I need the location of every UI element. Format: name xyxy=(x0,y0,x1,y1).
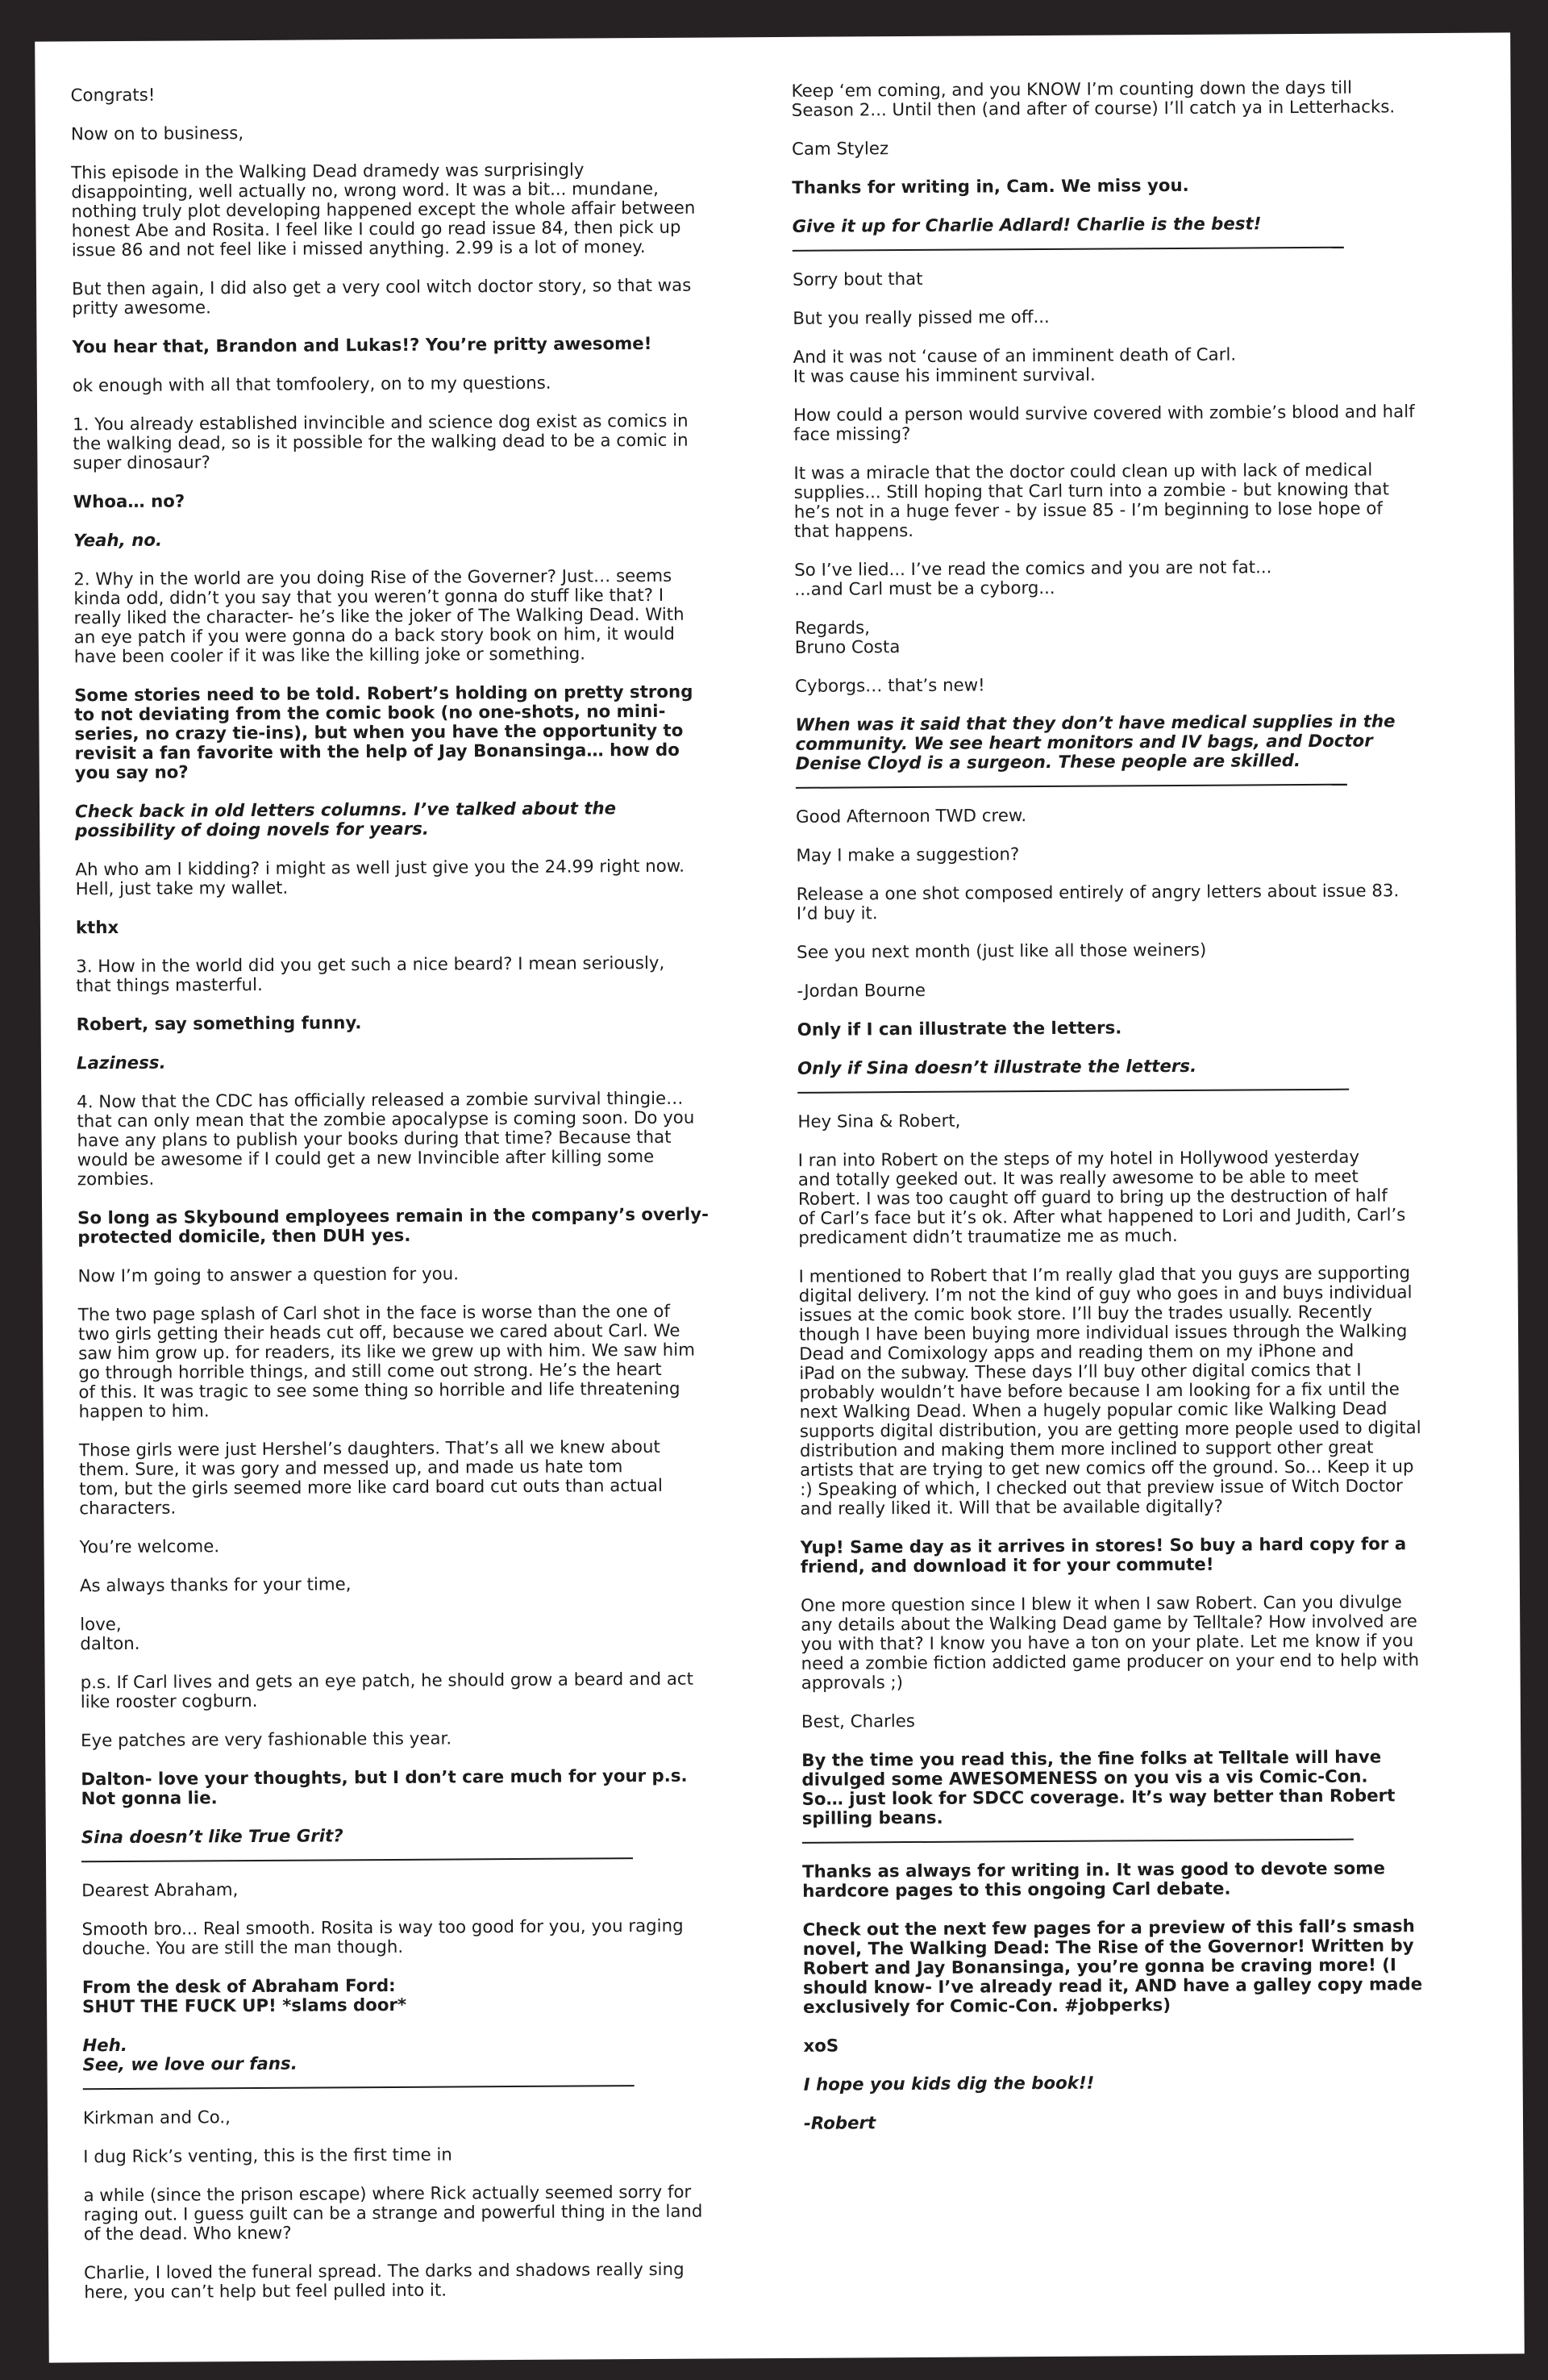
letter-paragraph: As always thanks for your time, xyxy=(79,1574,352,1597)
editor-response: Robert, say something funny. xyxy=(76,1013,362,1036)
editor-response: xoS xyxy=(803,2036,839,2057)
letter-paragraph: I mentioned to Robert that I’m really glad that you guys are supporting digital delivery. I’m not the kind of guy who goes in and buys individual issues at the comic book store. I’ll buy the trades usually. Recently though I have been buying more individual issues through the Walking Dead and Comixology apps and reading them on my iPhone and iPad on the subway. These days I’ll buy other digital comics that I probably wouldn’t have before because I am looking for a fix until the next Walking Dead. When a hugely popular comic like Walking Dead supports digital distribution, you are getting more people used to digital distribution and making them more inclined to support other great artists that are trying to get new comics off the ground. So... Keep it up :) Speaking of which, I checked out that preview issue of Witch Doctor and really liked it. Will that be available digitally? xyxy=(798,1263,1421,1519)
letter-paragraph: So I’ve lied... I’ve read the comics and you are not fat... ...and Carl must be a cyborg... xyxy=(794,557,1272,600)
editor-response-italic: Give it up for Charlie Adlard! Charlie is the best! xyxy=(792,214,1262,237)
section-divider xyxy=(83,2085,635,2090)
editor-response: kthx xyxy=(75,918,119,939)
letter-paragraph: Those girls were just Hershel’s daughters. That’s all we knew about them. Sure, it was gory and messed up, and made us hate tom tom, but the girls seemed more like card board cut outs than actual characters. xyxy=(78,1436,663,1519)
editor-response: Thanks as always for writing in. It was good to devote some hardcore pages to this ongoing Carl debate. xyxy=(802,1858,1385,1902)
letter-paragraph: Dearest Abraham, xyxy=(81,1880,239,1902)
letter-paragraph: 3. How in the world did you get such a nice beard? I mean seriously, that things masterful. xyxy=(76,952,665,997)
letter-paragraph: And it was not ‘cause of an imminent death of Carl. It was cause his imminent survival. xyxy=(793,344,1237,387)
editor-response-italic: Laziness. xyxy=(76,1052,166,1074)
editor-response: From the desk of Abraham Ford: SHUT THE FUCK UP! *slams door* xyxy=(81,1975,407,2018)
editor-response-italic: Yeah, no. xyxy=(73,530,163,552)
editor-response: Thanks for writing in, Cam. We miss you. xyxy=(792,175,1189,198)
letter-paragraph: But you really pissed me off... xyxy=(793,306,1050,329)
letter-paragraph: ok enough with all that tomfoolery, on to my questions. xyxy=(72,373,551,397)
section-divider xyxy=(796,784,1347,789)
letter-paragraph: Kirkman and Co., xyxy=(82,2107,231,2129)
letter-paragraph: Cyborgs… that’s new! xyxy=(795,675,985,697)
section-divider xyxy=(802,1839,1354,1844)
editor-response: Whoa… no? xyxy=(73,491,185,513)
editor-response: By the time you read this, the fine folks at Telltale will have divulged some AWESOMENESS on you vis a vis Comic-Con. So… just look for SDCC coverage. It’s way better than Robert spilling beans. xyxy=(801,1747,1396,1829)
editor-response-italic: Sina doesn’t like True Grit? xyxy=(81,1826,343,1849)
letter-paragraph: Release a one shot composed entirely of angry letters about issue 83. I’d buy it. xyxy=(796,881,1400,924)
letter-paragraph: Smooth bro... Real smooth. Rosita is way too good for you, you raging douche. You are still the man though. xyxy=(81,1915,684,1960)
editor-response: You hear that, Brandon and Lukas!? You’re pritty awesome! xyxy=(72,333,652,358)
letter-paragraph: Now on to business, xyxy=(70,123,244,145)
letter-paragraph: Ah who am I kidding? i might as well just give you the 24.99 right now. Hell, just take my wallet. xyxy=(75,856,685,900)
letter-paragraph: The two page splash of Carl shot in the face is worse than the one of two girls getting their heads cut off, because we cared about Carl. We saw him grow up. for readers, its like we grew up with him. We saw him go through horrible things, and still come out strong. He’s the heart of this. It was tragic to see some thing so horrible and life threatening happen to him. xyxy=(77,1301,695,1423)
letter-paragraph: But then again, I did also get a very cool witch doctor story, so that was pritty awesome. xyxy=(72,275,692,319)
letter-paragraph: Sorry bout that xyxy=(792,269,923,290)
letter-paragraph: It was a miracle that the doctor could clean up with lack of medical supplies... Still hoping that Carl turn into a zombie - but knowing that he’s not in a huge fever - by issue 85 - I’m beginning to lose hope of that happens. xyxy=(793,460,1389,542)
letter-paragraph: Now I’m going to answer a question for you. xyxy=(77,1264,460,1287)
letter-paragraph: 4. Now that the CDC has officially released a zombie survival thingie… that can only mean that the zombie apocalypse is coming soon. Do you have any plans to publish your books during that time? Because that would be awesome if I could get a new Invincible after killing some zombies. xyxy=(77,1088,695,1190)
letter-paragraph: I ran into Robert on the steps of my hotel in Hollywood yesterday and totally geeked out. It was really awesome to be able to meet Robert. I was too caught off guard to bring up the destruction of half of Carl’s face but it’s ok. After what happened to Lori and Judith, Carl’s predicament didn’t traumatize me as much. xyxy=(797,1147,1406,1248)
letter-paragraph: Keep ‘em coming, and you KNOW I’m counting down the days till Season 2... Until then (and after of course) I’ll catch ya in Letterhacks. xyxy=(791,77,1396,121)
letter-paragraph: This episode in the Walking Dead dramedy was surprisingly disappointing, well actually no, wrong word. It was a bit... mundane, nothing truly plot developing happened except the whole affair between honest Abe and Rosita. I feel like I could go read issue 84, then pick up issue 86 and not feel like i missed anything. 2.99 is a lot of money. xyxy=(71,160,696,261)
section-divider xyxy=(81,1857,633,1862)
letter-paragraph: You’re welcome. xyxy=(79,1536,220,1558)
letters-page xyxy=(35,32,1525,2362)
letter-paragraph: Best, Charles xyxy=(801,1711,916,1732)
editor-response-italic: I hope you kids dig the book!! xyxy=(803,2073,1095,2095)
editor-response: So long as Skybound employees remain in the company’s overly- protected domicile, then DUH yes. xyxy=(77,1204,709,1248)
editor-response: Check out the next few pages for a preview of this fall’s smash novel, The Walking Dead: The Rise of the Governor! Written by Robert and Jay Bonansinga, you’re gonna be craving more! (I should know- I’ve already read it, AND have a galley copy made exclusively for Comic-Con. #jobperks) xyxy=(802,1916,1423,2018)
letter-paragraph: love, dalton. xyxy=(80,1614,140,1655)
editor-response-italic: -Robert xyxy=(803,2113,876,2134)
letter-paragraph: I dug Rick’s venting, this is the first time in xyxy=(83,2145,452,2168)
letter-paragraph: How could a person would survive covered with zombie’s blood and half face missing? xyxy=(793,402,1415,445)
editor-response-italic: Heh. See, we love our fans. xyxy=(82,2035,298,2076)
letter-paragraph: -Jordan Bourne xyxy=(797,980,926,1002)
letter-paragraph: Hey Sina & Robert, xyxy=(797,1111,961,1132)
editor-response-italic: When was it said that they don’t have medical supplies in the community. We see heart monitors and IV bags, and Doctor Denise Cloyd is a surgeon. These people are skilled. xyxy=(795,711,1396,774)
left-column xyxy=(71,82,770,2322)
editor-response: Yup! Same day as it arrives in stores! So buy a hard copy for a friend, and download it for your commute! xyxy=(800,1534,1407,1578)
letter-paragraph: One more question since I blew it when I saw Robert. Can you divulge any details about the Walking Dead game by Telltale? How involved are you with that? I know you have a ton on your plate. Let me know if you need a zombie fiction addicted game producer on your end to help with approvals ;) xyxy=(801,1592,1420,1694)
letter-paragraph: a while (since the prison escape) where Rick actually seemed sorry for raging out. I guess guilt can be a strange and powerful thing in the land of the dead. Who knew? xyxy=(83,2182,703,2245)
letter-paragraph: May I make a suggestion? xyxy=(796,844,1020,866)
letter-paragraph: 1. You already established invincible and science dog exist as comics in the walking dead, so is it possible for the walking dead to be a comic in super dinosaur? xyxy=(73,411,689,474)
letter-paragraph: Regards, Bruno Costa xyxy=(794,618,901,658)
section-divider xyxy=(797,1089,1349,1094)
right-column xyxy=(792,78,1490,2153)
letter-paragraph: Congrats! xyxy=(70,85,156,106)
letter-paragraph: p.s. If Carl lives and gets an eye patch, he should grow a beard and act like rooster cogburn. xyxy=(80,1669,694,1713)
editor-response-italic: Only if Sina doesn’t illustrate the letters. xyxy=(797,1056,1197,1079)
letter-paragraph: 2. Why in the world are you doing Rise of the Governer? Just… seems kinda odd, didn’t you say that you weren’t gonna do stuff like that? I really liked the character- he’s like the joker of The Walking Dead. With an eye patch if you were gonna do a back story book on him, it would have been cooler if it was like the killing joke or something. xyxy=(73,565,685,668)
letter-paragraph: Good Afternoon TWD crew. xyxy=(796,806,1027,827)
letter-paragraph: See you next month (just like all those weiners) xyxy=(797,940,1207,963)
letter-paragraph: Cam Stylez xyxy=(791,139,889,160)
letter-paragraph: Eye patches are very fashionable this year. xyxy=(81,1728,452,1752)
section-divider xyxy=(793,247,1344,252)
editor-response: Only if I can illustrate the letters. xyxy=(797,1018,1122,1040)
editor-response: Some stories need to be told. Robert’s holding on pretty strong to not deviating from the comic book (no one-shots, no mini- series, no crazy tie-ins), but when you have the opportunity to revisit a fan favorite with the help of Jay Bonansinga… how do you say no? xyxy=(74,681,693,784)
editor-response-italic: Check back in old letters columns. I’ve talked about the possibility of doing novels for years. xyxy=(74,798,617,842)
editor-response: Dalton- love your thoughts, but I don’t care much for your p.s. Not gonna lie. xyxy=(81,1765,688,1810)
letter-paragraph: Charlie, I loved the funeral spread. The darks and shadows really sing here, you can’t help but feel pulled into it. xyxy=(84,2259,685,2303)
